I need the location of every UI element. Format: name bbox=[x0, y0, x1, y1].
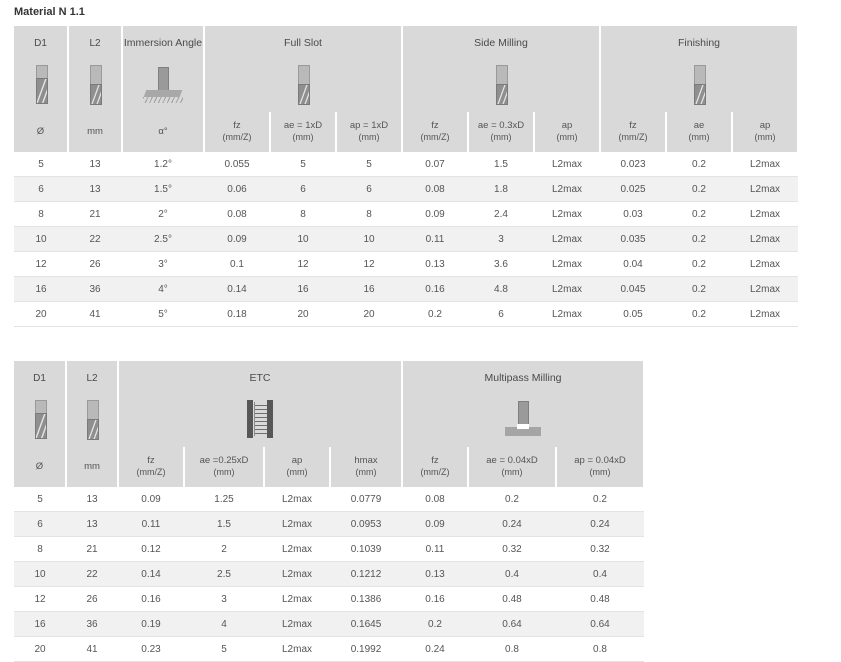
group-header-l2: L2 bbox=[68, 26, 122, 60]
cell: 0.1645 bbox=[330, 612, 402, 637]
subheader-alpha bbox=[122, 112, 204, 152]
subheader-label: mm bbox=[84, 461, 100, 473]
cell: 0.2 bbox=[666, 177, 732, 202]
cell: 0.32 bbox=[556, 537, 644, 562]
cell: 41 bbox=[68, 302, 122, 327]
subheader-label: Ø bbox=[35, 461, 44, 473]
cell: 0.0953 bbox=[330, 512, 402, 537]
cell: 0.07 bbox=[402, 152, 468, 177]
cell: 0.2 bbox=[666, 252, 732, 277]
multipass-icon bbox=[503, 398, 543, 440]
table-row bbox=[14, 152, 798, 177]
page-title: Material N 1.1 bbox=[14, 6, 85, 18]
endmill-icon-cell-finishing bbox=[600, 60, 798, 112]
table-row bbox=[14, 512, 644, 537]
subheader-multipass-ae bbox=[468, 447, 556, 487]
cell: 26 bbox=[68, 252, 122, 277]
subheader-label: ae = 0.04xD bbox=[486, 455, 538, 467]
cell: 20 bbox=[14, 302, 68, 327]
immersion-angle-icon bbox=[141, 63, 185, 105]
cell: 8 bbox=[270, 202, 336, 227]
cell: 0.03 bbox=[600, 202, 666, 227]
cell: 41 bbox=[66, 637, 118, 662]
cell: L2max bbox=[534, 227, 600, 252]
cell: 21 bbox=[66, 537, 118, 562]
subheader-sidemilling-ae bbox=[468, 112, 534, 152]
cell: 0.1039 bbox=[330, 537, 402, 562]
cell: 4 bbox=[184, 612, 264, 637]
endmill-icon-cell-full-slot bbox=[204, 60, 402, 112]
cell: 6 bbox=[336, 177, 402, 202]
cell: 0.08 bbox=[402, 177, 468, 202]
endmill-icon bbox=[29, 398, 51, 440]
cell: 0.023 bbox=[600, 152, 666, 177]
endmill-icon bbox=[30, 63, 52, 105]
table-row bbox=[14, 537, 644, 562]
cell: 2.5 bbox=[184, 562, 264, 587]
cell: L2max bbox=[264, 562, 330, 587]
group-header-side-milling: Side Milling bbox=[402, 26, 600, 60]
subheader-unit: (mm) bbox=[292, 132, 314, 143]
endmill-icon bbox=[81, 398, 103, 440]
etc-icon-cell bbox=[118, 395, 402, 447]
cell: 0.2 bbox=[468, 487, 556, 512]
cell: 6 bbox=[468, 302, 534, 327]
group-header-l2: L2 bbox=[66, 361, 118, 395]
cell: 6 bbox=[270, 177, 336, 202]
cell: 8 bbox=[14, 537, 66, 562]
subheader-label: ap = 0.04xD bbox=[574, 455, 626, 467]
cell: 6 bbox=[14, 177, 68, 202]
cell: 4.8 bbox=[468, 277, 534, 302]
table2-group-header-row bbox=[14, 361, 644, 395]
cell: 12 bbox=[14, 587, 66, 612]
table-row bbox=[14, 202, 798, 227]
cell: 0.09 bbox=[402, 512, 468, 537]
cell: 0.18 bbox=[204, 302, 270, 327]
cell: L2max bbox=[264, 487, 330, 512]
table-row bbox=[14, 612, 644, 637]
endmill-icon bbox=[490, 63, 512, 105]
cell: 2.5° bbox=[122, 227, 204, 252]
cell: L2max bbox=[534, 202, 600, 227]
cell: 2 bbox=[184, 537, 264, 562]
group-header-d1: D1 bbox=[14, 26, 68, 60]
cell: 0.2 bbox=[666, 302, 732, 327]
cell: L2max bbox=[534, 252, 600, 277]
cell: 0.14 bbox=[118, 562, 184, 587]
cell: 0.0779 bbox=[330, 487, 402, 512]
cell: 0.035 bbox=[600, 227, 666, 252]
cell: 0.12 bbox=[118, 537, 184, 562]
cell: 26 bbox=[66, 587, 118, 612]
cell: 0.1 bbox=[204, 252, 270, 277]
group-header-etc: ETC bbox=[118, 361, 402, 395]
subheader-label: mm bbox=[87, 126, 103, 138]
subheader-fullslot-ae bbox=[270, 112, 336, 152]
cell: 0.04 bbox=[600, 252, 666, 277]
cell: 0.09 bbox=[402, 202, 468, 227]
subheader-unit: (mm) bbox=[501, 467, 523, 478]
cell: L2max bbox=[732, 227, 798, 252]
cell: 0.2 bbox=[666, 202, 732, 227]
cell: L2max bbox=[534, 277, 600, 302]
cell: L2max bbox=[732, 177, 798, 202]
endmill-icon-cell-l2 bbox=[66, 395, 118, 447]
cell: 8 bbox=[14, 202, 68, 227]
group-header-immersion-angle: Immersion Angle bbox=[122, 26, 204, 60]
endmill-icon-cell-d1 bbox=[14, 60, 68, 112]
cell: 0.4 bbox=[468, 562, 556, 587]
subheader-label: α° bbox=[158, 126, 168, 138]
cell: 0.16 bbox=[402, 587, 468, 612]
cell: 5 bbox=[184, 637, 264, 662]
cell: L2max bbox=[534, 177, 600, 202]
cell: 0.06 bbox=[204, 177, 270, 202]
subheader-label: fz bbox=[629, 120, 637, 132]
cell: 3.6 bbox=[468, 252, 534, 277]
endmill-icon-cell-d1 bbox=[14, 395, 66, 447]
subheader-sidemilling-fz bbox=[402, 112, 468, 152]
endmill-icon bbox=[84, 63, 106, 105]
subheader-label: ae =0.25xD bbox=[199, 455, 249, 467]
cell: L2max bbox=[732, 252, 798, 277]
table-row bbox=[14, 252, 798, 277]
subheader-label: ap bbox=[291, 455, 303, 467]
cell: 0.8 bbox=[556, 637, 644, 662]
subheader-label: fz bbox=[431, 455, 439, 467]
cell: 1.5° bbox=[122, 177, 204, 202]
cell: 0.13 bbox=[402, 252, 468, 277]
cell: 13 bbox=[68, 177, 122, 202]
cell: 2.4 bbox=[468, 202, 534, 227]
milling-data-table-1 bbox=[14, 26, 799, 327]
cell: L2max bbox=[264, 612, 330, 637]
cell: 1.5 bbox=[468, 152, 534, 177]
subheader-finishing-ap bbox=[732, 112, 798, 152]
subheader-label: fz bbox=[233, 120, 241, 132]
cell: 0.24 bbox=[556, 512, 644, 537]
cell: 0.2 bbox=[402, 612, 468, 637]
cell: L2max bbox=[732, 152, 798, 177]
table-spacer bbox=[0, 327, 841, 361]
subheader-label: fz bbox=[147, 455, 155, 467]
cell: 0.2 bbox=[556, 487, 644, 512]
cell: L2max bbox=[732, 302, 798, 327]
cell: 3 bbox=[468, 227, 534, 252]
cell: 0.2 bbox=[402, 302, 468, 327]
cell: 0.48 bbox=[468, 587, 556, 612]
subheader-unit: (mm) bbox=[213, 467, 235, 478]
subheader-finishing-ae bbox=[666, 112, 732, 152]
subheader-unit: (mm) bbox=[556, 132, 578, 143]
subheader-label: ae = 0.3xD bbox=[477, 120, 525, 132]
group-header-d1: D1 bbox=[14, 361, 66, 395]
cell: L2max bbox=[534, 152, 600, 177]
cell: L2max bbox=[732, 202, 798, 227]
cell: L2max bbox=[264, 637, 330, 662]
subheader-unit: (mm) bbox=[589, 467, 611, 478]
cell: 16 bbox=[336, 277, 402, 302]
group-header-full-slot: Full Slot bbox=[204, 26, 402, 60]
subheader-unit: (mm) bbox=[286, 467, 308, 478]
group-header-multipass-milling: Multipass Milling bbox=[402, 361, 644, 395]
cell: 0.045 bbox=[600, 277, 666, 302]
cell: 1.2° bbox=[122, 152, 204, 177]
cell: 5° bbox=[122, 302, 204, 327]
subheader-unit: (mm/Z) bbox=[222, 132, 252, 143]
subheader-l2-mm bbox=[68, 112, 122, 152]
cell: 10 bbox=[14, 227, 68, 252]
cell: 0.48 bbox=[556, 587, 644, 612]
multipass-icon-cell bbox=[402, 395, 644, 447]
cell: 16 bbox=[270, 277, 336, 302]
cell: L2max bbox=[264, 512, 330, 537]
table1-icon-row bbox=[14, 60, 798, 112]
cell: 16 bbox=[14, 277, 68, 302]
cell: 36 bbox=[68, 277, 122, 302]
cell: 0.2 bbox=[666, 277, 732, 302]
table1-subheader-row bbox=[14, 112, 798, 152]
cell: 0.1386 bbox=[330, 587, 402, 612]
subheader-fullslot-fz bbox=[204, 112, 270, 152]
cell: 0.23 bbox=[118, 637, 184, 662]
cell: 0.11 bbox=[118, 512, 184, 537]
table-row bbox=[14, 562, 644, 587]
group-header-finishing: Finishing bbox=[600, 26, 798, 60]
subheader-label: ae bbox=[693, 120, 705, 132]
cell: 0.025 bbox=[600, 177, 666, 202]
cell: L2max bbox=[534, 302, 600, 327]
cell: 0.11 bbox=[402, 537, 468, 562]
endmill-icon bbox=[292, 63, 314, 105]
subheader-etc-ap bbox=[264, 447, 330, 487]
subheader-diameter bbox=[14, 447, 66, 487]
subheader-label: ap bbox=[561, 120, 573, 132]
cell: 10 bbox=[270, 227, 336, 252]
cell: 13 bbox=[66, 512, 118, 537]
cell: 0.24 bbox=[468, 512, 556, 537]
cell: 0.2 bbox=[666, 152, 732, 177]
cell: 6 bbox=[14, 512, 66, 537]
table1-group-header-row bbox=[14, 26, 798, 60]
cell: 3 bbox=[184, 587, 264, 612]
cell: 5 bbox=[14, 487, 66, 512]
endmill-icon-cell-l2 bbox=[68, 60, 122, 112]
table2-icon-row bbox=[14, 395, 644, 447]
cell: 20 bbox=[336, 302, 402, 327]
cell: 12 bbox=[14, 252, 68, 277]
subheader-unit: (mm/Z) bbox=[420, 467, 450, 478]
cell: 13 bbox=[68, 152, 122, 177]
subheader-multipass-ap bbox=[556, 447, 644, 487]
cell: 0.11 bbox=[402, 227, 468, 252]
cell: L2max bbox=[732, 277, 798, 302]
cell: 5 bbox=[336, 152, 402, 177]
cell: 0.24 bbox=[402, 637, 468, 662]
cell: 2° bbox=[122, 202, 204, 227]
subheader-unit: (mm/Z) bbox=[420, 132, 450, 143]
subheader-l2-mm bbox=[66, 447, 118, 487]
table-row bbox=[14, 227, 798, 252]
subheader-sidemilling-ap bbox=[534, 112, 600, 152]
cell: 0.19 bbox=[118, 612, 184, 637]
cell: 21 bbox=[68, 202, 122, 227]
cell: 0.4 bbox=[556, 562, 644, 587]
table-row bbox=[14, 587, 644, 612]
cell: 0.16 bbox=[118, 587, 184, 612]
cell: 10 bbox=[336, 227, 402, 252]
table-row bbox=[14, 302, 798, 327]
subheader-etc-ae bbox=[184, 447, 264, 487]
cell: L2max bbox=[264, 587, 330, 612]
cell: 12 bbox=[336, 252, 402, 277]
cell: 0.64 bbox=[468, 612, 556, 637]
subheader-unit: (mm) bbox=[688, 132, 710, 143]
cell: 0.13 bbox=[402, 562, 468, 587]
subheader-label: Ø bbox=[36, 126, 45, 138]
subheader-diameter bbox=[14, 112, 68, 152]
cell: 22 bbox=[68, 227, 122, 252]
cell: 0.055 bbox=[204, 152, 270, 177]
subheader-label: hmax bbox=[354, 455, 378, 467]
cell: 0.1212 bbox=[330, 562, 402, 587]
subheader-label: fz bbox=[431, 120, 439, 132]
subheader-fullslot-ap bbox=[336, 112, 402, 152]
cell: 4° bbox=[122, 277, 204, 302]
table-row bbox=[14, 277, 798, 302]
cell: 5 bbox=[14, 152, 68, 177]
cell: 1.25 bbox=[184, 487, 264, 512]
subheader-label: ap bbox=[759, 120, 771, 132]
cell: 0.09 bbox=[204, 227, 270, 252]
cell: 1.5 bbox=[184, 512, 264, 537]
cell: 0.16 bbox=[402, 277, 468, 302]
subheader-label: ap = 1xD bbox=[349, 120, 389, 132]
cell: 13 bbox=[66, 487, 118, 512]
cell: 0.64 bbox=[556, 612, 644, 637]
cell: 0.8 bbox=[468, 637, 556, 662]
cell: 36 bbox=[66, 612, 118, 637]
subheader-unit: (mm) bbox=[355, 467, 377, 478]
cell: 12 bbox=[270, 252, 336, 277]
etc-icon bbox=[243, 398, 277, 440]
cell: 3° bbox=[122, 252, 204, 277]
subheader-label: ae = 1xD bbox=[283, 120, 323, 132]
table-row bbox=[14, 637, 644, 662]
cell: 20 bbox=[270, 302, 336, 327]
milling-data-table-2 bbox=[14, 361, 645, 662]
subheader-unit: (mm) bbox=[358, 132, 380, 143]
subheader-finishing-fz bbox=[600, 112, 666, 152]
cell: 0.2 bbox=[666, 227, 732, 252]
table-row bbox=[14, 177, 798, 202]
cell: L2max bbox=[264, 537, 330, 562]
cell: 0.1992 bbox=[330, 637, 402, 662]
cell: 22 bbox=[66, 562, 118, 587]
cell: 5 bbox=[270, 152, 336, 177]
cell: 0.08 bbox=[402, 487, 468, 512]
table-row bbox=[14, 487, 644, 512]
subheader-unit: (mm) bbox=[490, 132, 512, 143]
subheader-etc-hmax bbox=[330, 447, 402, 487]
cell: 0.08 bbox=[204, 202, 270, 227]
cell: 8 bbox=[336, 202, 402, 227]
subheader-unit: (mm/Z) bbox=[136, 467, 166, 478]
subheader-unit: (mm/Z) bbox=[618, 132, 648, 143]
cell: 16 bbox=[14, 612, 66, 637]
subheader-multipass-fz bbox=[402, 447, 468, 487]
cell: 0.32 bbox=[468, 537, 556, 562]
cell: 0.14 bbox=[204, 277, 270, 302]
immersion-angle-icon-cell bbox=[122, 60, 204, 112]
cell: 0.09 bbox=[118, 487, 184, 512]
cell: 10 bbox=[14, 562, 66, 587]
subheader-unit: (mm) bbox=[754, 132, 776, 143]
cell: 20 bbox=[14, 637, 66, 662]
endmill-icon-cell-side-milling bbox=[402, 60, 600, 112]
cell: 1.8 bbox=[468, 177, 534, 202]
table2-subheader-row bbox=[14, 447, 644, 487]
endmill-icon bbox=[688, 63, 710, 105]
cell: 0.05 bbox=[600, 302, 666, 327]
subheader-etc-fz bbox=[118, 447, 184, 487]
